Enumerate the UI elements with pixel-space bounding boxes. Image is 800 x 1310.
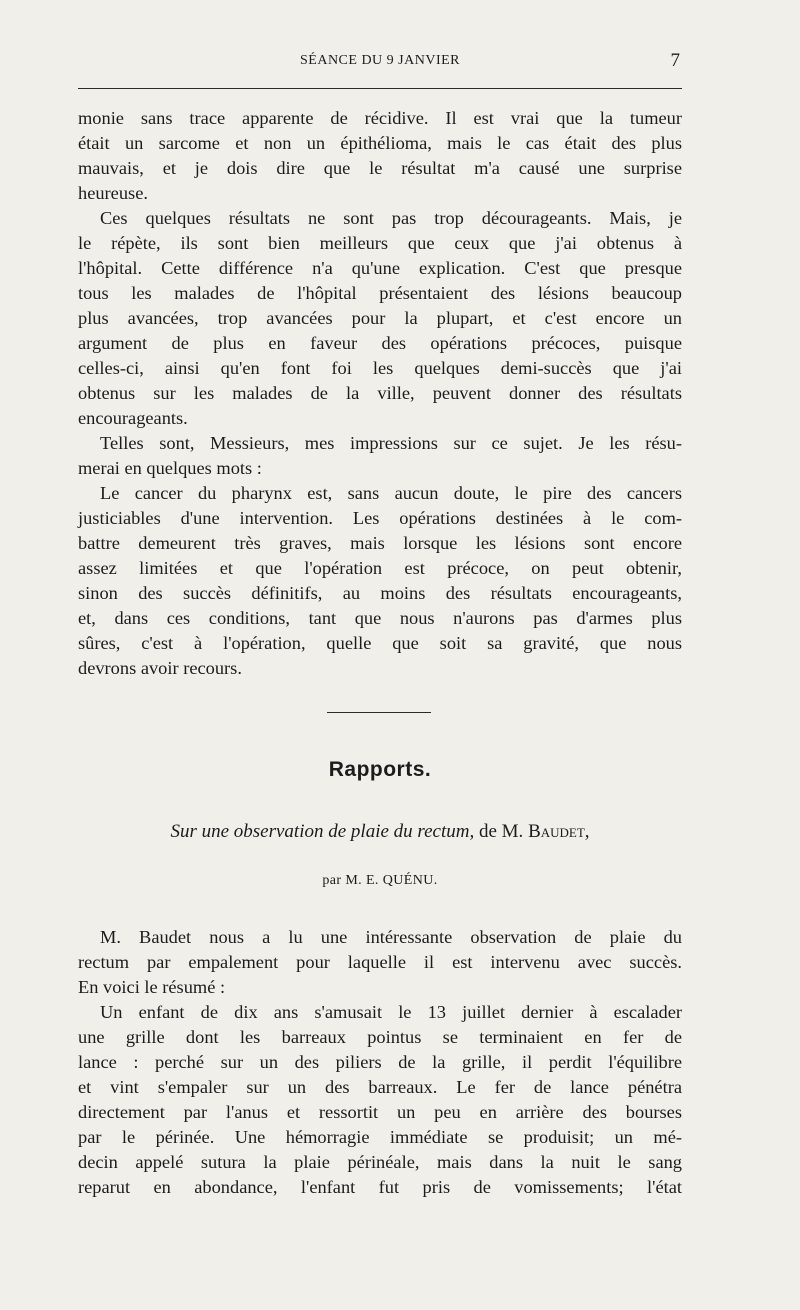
text-line: battre demeurent très graves, mais lorsque les lésions sont encore	[78, 533, 682, 553]
text-line: monie sans trace apparente de récidive. Il est vrai que la tumeur	[78, 108, 682, 128]
text-line: reparut en abondance, l'enfant fut pris de vomissements; l'état	[78, 1177, 682, 1197]
text-line: Ces quelques résultats ne sont pas trop décourageants. Mais, je	[100, 208, 682, 228]
text-line: tous les malades de l'hôpital présentaient des lésions beaucoup	[78, 283, 682, 303]
text-line: mauvais, et je dois dire que le résultat m'a causé une surprise	[78, 158, 682, 178]
text-line: devrons avoir recours.	[78, 658, 242, 678]
text-line: et vint s'empaler sur un des barreaux. Le fer de lance pénétra	[78, 1077, 682, 1097]
report-title-italic: Sur une observation de plaie du rectum,	[170, 821, 475, 842]
report-title-end: ,	[584, 821, 590, 842]
section-separator	[327, 712, 431, 713]
text-line: une grille dont les barreaux pointus se terminaient en fer de	[78, 1027, 682, 1047]
report-title	[0, 821, 760, 843]
text-line: justiciables d'une intervention. Les opérations destinées à le com-	[78, 508, 682, 528]
text-line: sinon des succès définitifs, au moins des résultats encourageants,	[78, 583, 682, 603]
text-line: Le cancer du pharynx est, sans aucun doute, le pire des cancers	[100, 483, 682, 503]
header-rule	[78, 88, 682, 89]
text-line: plus avancées, trop avancées pour la plupart, et c'est encore un	[78, 308, 682, 328]
section-title: Rapports.	[328, 758, 432, 781]
text-line: l'hôpital. Cette différence n'a qu'une explication. C'est que presque	[78, 258, 682, 278]
page-number: 7	[670, 50, 680, 71]
text-line: merai en quelques mots :	[78, 458, 262, 478]
report-title-author: Baudet	[528, 821, 585, 842]
body-text-top	[78, 106, 682, 681]
text-line: M. Baudet nous a lu une intéressante observation de plaie du	[100, 927, 682, 947]
text-line: le répète, ils sont bien meilleurs que ceux que j'ai obtenus à	[78, 233, 682, 253]
report-title-de: de M.	[474, 821, 529, 842]
text-line: était un sarcome et non un épithélioma, mais le cas était des plus	[78, 133, 682, 153]
text-line: heureuse.	[78, 183, 148, 203]
text-line: decin appelé sutura la plaie périnéale, mais dans la nuit le sang	[78, 1152, 682, 1172]
text-line: assez limitées et que l'opération est précoce, on peut obtenir,	[78, 558, 682, 578]
text-line: encourageants.	[78, 408, 188, 428]
text-line: lance : perché sur un des piliers de la grille, il perdit l'équilibre	[78, 1052, 682, 1072]
text-line: par le périnée. Une hémorragie immédiate se produisit; un mé-	[78, 1127, 682, 1147]
text-line: rectum par empalement pour laquelle il est intervenu avec succès.	[78, 952, 682, 972]
text-line: Un enfant de dix ans s'amusait le 13 juillet dernier à escalader	[100, 1002, 682, 1022]
body-text-bottom	[78, 925, 682, 1200]
text-line: sûres, c'est à l'opération, quelle que soit sa gravité, que nous	[78, 633, 682, 653]
text-line: En voici le résumé :	[78, 977, 226, 997]
running-head	[78, 50, 682, 74]
text-line: celles-ci, ainsi qu'en font foi les quelques demi-succès que j'ai	[78, 358, 682, 378]
text-line: argument de plus en faveur des opérations précoces, puisque	[78, 333, 682, 353]
text-line: et, dans ces conditions, tant que nous n'aurons pas d'armes plus	[78, 608, 682, 628]
text-line: obtenus sur les malades de la ville, peuvent donner des résultats	[78, 383, 682, 403]
text-line: Telles sont, Messieurs, mes impressions sur ce sujet. Je les résu-	[100, 433, 682, 453]
running-title: SÉANCE DU 9 JANVIER	[300, 53, 460, 68]
report-byline: par M. E. QUÉNU.	[322, 873, 438, 888]
text-line: directement par l'anus et ressortit un peu en arrière des bourses	[78, 1102, 682, 1122]
